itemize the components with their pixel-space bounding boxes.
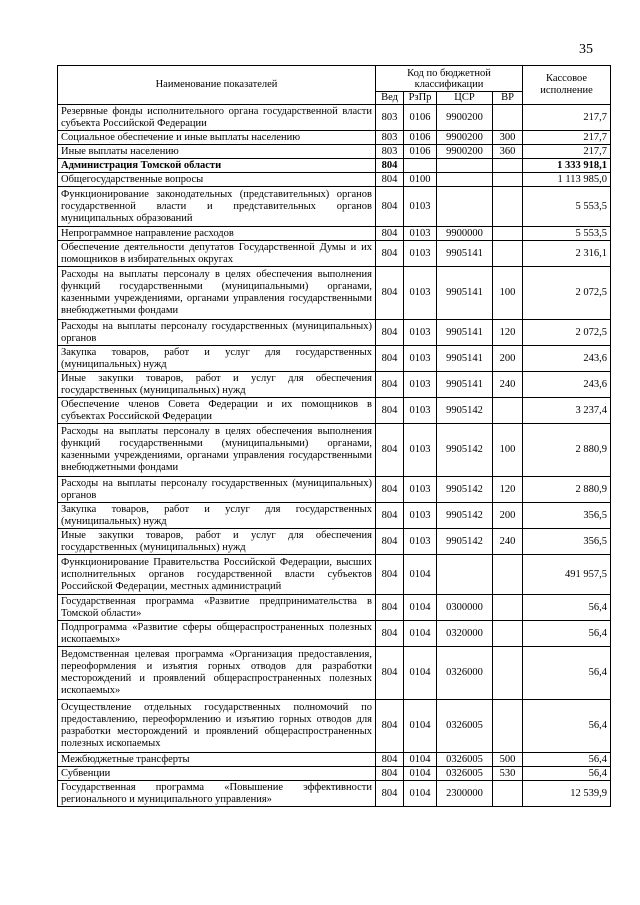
table-row — [58, 227, 611, 241]
row-csr: 9900200 — [437, 105, 493, 131]
row-ved: 804 — [376, 241, 404, 267]
row-vr — [493, 398, 523, 424]
row-csr: 9905141 — [437, 372, 493, 398]
row-vr: 500 — [493, 753, 523, 767]
row-csr: 0326005 — [437, 753, 493, 767]
row-rzpr: 0104 — [404, 781, 437, 807]
row-sum: 356,5 — [523, 503, 611, 529]
row-ved: 804 — [376, 159, 404, 173]
row-rzpr: 0103 — [404, 424, 437, 477]
row-sum: 2 072,5 — [523, 267, 611, 320]
row-csr — [437, 555, 493, 595]
row-name: Расходы на выплаты персоналу в целях обеспечения выполнения функций государственными (муниципальными) органами, казенными учреждениями, органами управления государственными внебюджетными фондами — [58, 424, 376, 477]
row-ved: 804 — [376, 503, 404, 529]
row-ved: 804 — [376, 781, 404, 807]
header-csr: ЦСР — [437, 92, 493, 105]
row-rzpr: 0103 — [404, 320, 437, 346]
row-csr: 9905142 — [437, 398, 493, 424]
row-sum: 2 880,9 — [523, 424, 611, 477]
row-name: Обеспечение деятельности депутатов Государственной Думы и их помощников в избирательных округах — [58, 241, 376, 267]
row-vr: 240 — [493, 372, 523, 398]
row-csr: 2300000 — [437, 781, 493, 807]
row-csr: 9900200 — [437, 131, 493, 145]
row-csr: 0326005 — [437, 700, 493, 753]
row-rzpr: 0103 — [404, 372, 437, 398]
row-csr — [437, 173, 493, 187]
header-rzpr: РзПр — [404, 92, 437, 105]
row-ved: 804 — [376, 595, 404, 621]
table-row — [58, 131, 611, 145]
table-row — [58, 159, 611, 173]
row-sum: 5 553,5 — [523, 187, 611, 227]
row-csr: 9905141 — [437, 346, 493, 372]
row-name: Обеспечение членов Совета Федерации и их помощников в субъектах Российской Федерации — [58, 398, 376, 424]
row-sum: 56,4 — [523, 647, 611, 700]
header-name: Наименование показателей — [58, 66, 376, 105]
row-vr: 100 — [493, 267, 523, 320]
row-csr: 9905141 — [437, 267, 493, 320]
row-rzpr: 0103 — [404, 241, 437, 267]
row-sum: 3 237,4 — [523, 398, 611, 424]
row-csr: 9905141 — [437, 241, 493, 267]
table-row — [58, 241, 611, 267]
table-row — [58, 187, 611, 227]
row-csr: 9900200 — [437, 145, 493, 159]
row-ved: 803 — [376, 105, 404, 131]
table-row — [58, 781, 611, 807]
row-ved: 804 — [376, 173, 404, 187]
table-row — [58, 173, 611, 187]
row-rzpr: 0104 — [404, 767, 437, 781]
row-name: Непрограммное направление расходов — [58, 227, 376, 241]
row-name: Функционирование законодательных (представительных) органов государственной власти и представительных органов муниципальных образований — [58, 187, 376, 227]
row-ved: 804 — [376, 753, 404, 767]
row-rzpr: 0103 — [404, 503, 437, 529]
row-csr: 0326000 — [437, 647, 493, 700]
row-sum: 217,7 — [523, 131, 611, 145]
row-csr: 0326005 — [437, 767, 493, 781]
row-rzpr: 0104 — [404, 753, 437, 767]
table-row — [58, 267, 611, 320]
row-csr — [437, 159, 493, 173]
row-sum: 243,6 — [523, 372, 611, 398]
row-ved: 803 — [376, 145, 404, 159]
row-ved: 804 — [376, 621, 404, 647]
row-csr — [437, 187, 493, 227]
row-sum: 243,6 — [523, 346, 611, 372]
row-vr: 100 — [493, 424, 523, 477]
table-row — [58, 145, 611, 159]
row-vr — [493, 159, 523, 173]
row-name: Подпрограмма «Развитие сферы общераспространенных полезных ископаемых» — [58, 621, 376, 647]
row-vr: 530 — [493, 767, 523, 781]
row-sum: 56,4 — [523, 753, 611, 767]
row-name: Государственная программа «Развитие предпринимательства в Томской области» — [58, 595, 376, 621]
row-name: Резервные фонды исполнительного органа государственной власти субъекта Российской Федерации — [58, 105, 376, 131]
row-name: Закупка товаров, работ и услуг для государственных (муниципальных) нужд — [58, 503, 376, 529]
row-rzpr: 0103 — [404, 398, 437, 424]
row-sum: 217,7 — [523, 105, 611, 131]
row-vr: 200 — [493, 503, 523, 529]
page-number: 35 — [579, 42, 593, 57]
row-rzpr: 0106 — [404, 105, 437, 131]
row-csr: 9900000 — [437, 227, 493, 241]
row-vr: 120 — [493, 320, 523, 346]
row-ved: 804 — [376, 529, 404, 555]
table-row — [58, 346, 611, 372]
row-rzpr: 0106 — [404, 145, 437, 159]
row-rzpr: 0104 — [404, 555, 437, 595]
table-body — [58, 105, 611, 807]
row-vr — [493, 647, 523, 700]
row-ved: 804 — [376, 477, 404, 503]
row-name: Расходы на выплаты персоналу государственных (муниципальных) органов — [58, 477, 376, 503]
row-csr: 9905142 — [437, 529, 493, 555]
row-ved: 804 — [376, 346, 404, 372]
row-name: Общегосударственные вопросы — [58, 173, 376, 187]
row-vr — [493, 595, 523, 621]
row-name: Субвенции — [58, 767, 376, 781]
row-ved: 804 — [376, 555, 404, 595]
row-sum: 12 539,9 — [523, 781, 611, 807]
table-row — [58, 477, 611, 503]
row-vr: 120 — [493, 477, 523, 503]
row-sum: 2 880,9 — [523, 477, 611, 503]
header-ved: Вед — [376, 92, 404, 105]
row-vr — [493, 227, 523, 241]
row-rzpr: 0100 — [404, 173, 437, 187]
row-name: Расходы на выплаты персоналу государственных (муниципальных) органов — [58, 320, 376, 346]
row-name: Функционирование Правительства Российской Федерации, высших исполнительных органов государственной власти субъектов Российской Федерации, местных администраций — [58, 555, 376, 595]
row-ved: 804 — [376, 424, 404, 477]
row-vr — [493, 781, 523, 807]
row-csr: 0300000 — [437, 595, 493, 621]
row-rzpr: 0104 — [404, 621, 437, 647]
header-vr: ВР — [493, 92, 523, 105]
row-csr: 9905142 — [437, 477, 493, 503]
row-sum: 56,4 — [523, 700, 611, 753]
row-rzpr: 0106 — [404, 131, 437, 145]
row-name: Иные закупки товаров, работ и услуг для обеспечения государственных (муниципальных) нужд — [58, 372, 376, 398]
row-sum: 1 113 985,0 — [523, 173, 611, 187]
table-row — [58, 424, 611, 477]
row-ved: 804 — [376, 267, 404, 320]
table-row — [58, 767, 611, 781]
row-name: Закупка товаров, работ и услуг для государственных (муниципальных) нужд — [58, 346, 376, 372]
table-row — [58, 753, 611, 767]
row-name: Социальное обеспечение и иные выплаты населению — [58, 131, 376, 145]
row-sum: 2 072,5 — [523, 320, 611, 346]
row-sum: 217,7 — [523, 145, 611, 159]
row-rzpr: 0104 — [404, 700, 437, 753]
budget-table — [57, 65, 611, 807]
row-csr: 0320000 — [437, 621, 493, 647]
row-sum: 356,5 — [523, 529, 611, 555]
table-row — [58, 700, 611, 753]
row-rzpr: 0104 — [404, 647, 437, 700]
row-csr: 9905142 — [437, 503, 493, 529]
row-name: Межбюджетные трансферты — [58, 753, 376, 767]
row-name: Администрация Томской области — [58, 159, 376, 173]
table-row — [58, 372, 611, 398]
row-vr — [493, 241, 523, 267]
row-ved: 804 — [376, 398, 404, 424]
row-sum: 1 333 918,1 — [523, 159, 611, 173]
row-rzpr: 0103 — [404, 227, 437, 241]
row-rzpr — [404, 159, 437, 173]
table-row — [58, 595, 611, 621]
row-name: Расходы на выплаты персоналу в целях обеспечения выполнения функций государственными (муниципальными) органами, казенными учреждениями, органами управления государственными внебюджетными фондами — [58, 267, 376, 320]
row-name: Государственная программа «Повышение эффективности регионального и муниципального управления» — [58, 781, 376, 807]
row-rzpr: 0103 — [404, 346, 437, 372]
table-row — [58, 621, 611, 647]
table-row — [58, 647, 611, 700]
row-ved: 804 — [376, 767, 404, 781]
table-header — [58, 66, 611, 105]
row-vr — [493, 105, 523, 131]
row-sum: 56,4 — [523, 767, 611, 781]
header-sum: Кассовое исполнение — [523, 66, 611, 105]
row-vr — [493, 187, 523, 227]
row-ved: 804 — [376, 227, 404, 241]
row-ved: 804 — [376, 647, 404, 700]
row-ved: 804 — [376, 320, 404, 346]
row-vr — [493, 621, 523, 647]
row-name: Осуществление отдельных государственных полномочий по предоставлению, переоформлению и изъятию горных отводов для разработки месторождений и проявлений общераспространенных полезных ископаемых — [58, 700, 376, 753]
row-name: Ведомственная целевая программа «Организация предоставления, переоформления и изъятия горных отводов для разработки месторождений и проявлений общераспространенных полезных ископаемых» — [58, 647, 376, 700]
table-row — [58, 503, 611, 529]
row-name: Иные закупки товаров, работ и услуг для обеспечения государственных (муниципальных) нужд — [58, 529, 376, 555]
row-vr: 200 — [493, 346, 523, 372]
table-row — [58, 555, 611, 595]
row-sum: 56,4 — [523, 621, 611, 647]
table-row — [58, 320, 611, 346]
header-code-group: Код по бюджетной классификации — [376, 66, 523, 92]
row-ved: 804 — [376, 372, 404, 398]
row-vr: 240 — [493, 529, 523, 555]
row-vr: 360 — [493, 145, 523, 159]
row-rzpr: 0103 — [404, 187, 437, 227]
row-ved: 804 — [376, 187, 404, 227]
table-row — [58, 105, 611, 131]
row-sum: 5 553,5 — [523, 227, 611, 241]
row-vr: 300 — [493, 131, 523, 145]
row-sum: 56,4 — [523, 595, 611, 621]
row-rzpr: 0103 — [404, 477, 437, 503]
row-ved: 804 — [376, 700, 404, 753]
row-vr — [493, 700, 523, 753]
row-sum: 2 316,1 — [523, 241, 611, 267]
row-rzpr: 0104 — [404, 595, 437, 621]
row-rzpr: 0103 — [404, 267, 437, 320]
table-row — [58, 529, 611, 555]
row-csr: 9905141 — [437, 320, 493, 346]
row-vr — [493, 173, 523, 187]
row-rzpr: 0103 — [404, 529, 437, 555]
row-name: Иные выплаты населению — [58, 145, 376, 159]
row-csr: 9905142 — [437, 424, 493, 477]
row-sum: 491 957,5 — [523, 555, 611, 595]
table-row — [58, 398, 611, 424]
row-ved: 803 — [376, 131, 404, 145]
row-vr — [493, 555, 523, 595]
